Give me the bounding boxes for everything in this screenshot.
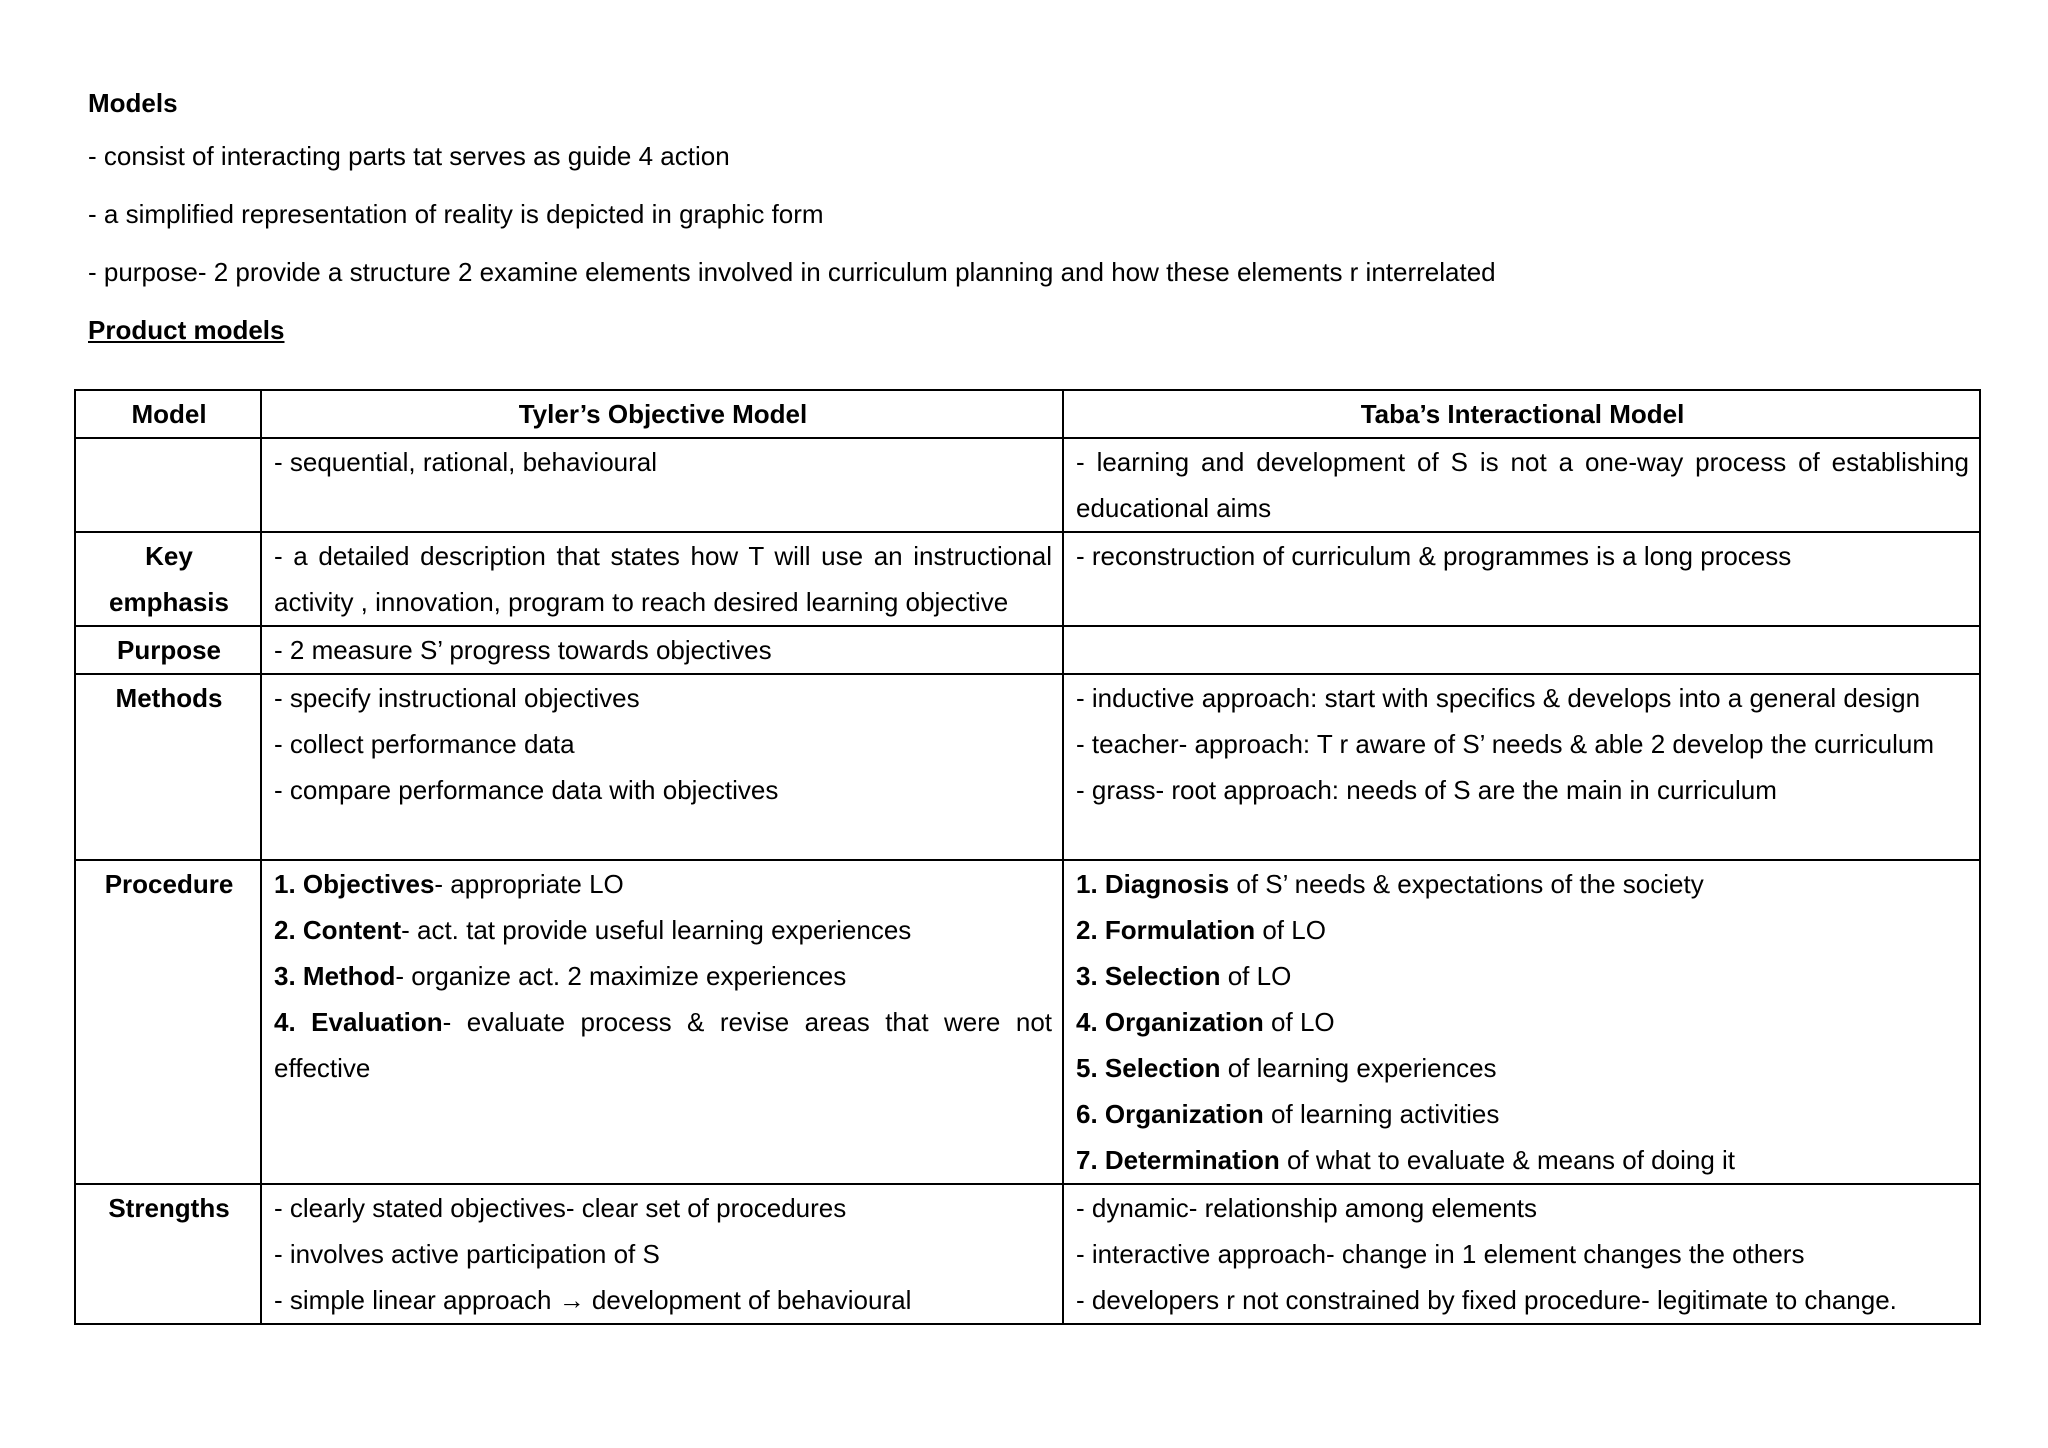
models-heading: Models — [88, 88, 178, 118]
tyler-general-cell — [261, 438, 1063, 532]
intro-bullet: - purpose- 2 provide a structure 2 examine elements involved in curriculum planning and how these elements r interrelated — [88, 257, 1496, 287]
taba-key-emphasis-cell — [1063, 532, 1980, 626]
tyler-procedure-step — [274, 953, 1052, 999]
taba-procedure-step — [1076, 953, 1969, 999]
tyler-procedure-step — [274, 861, 1052, 907]
product-models-title: Product models — [88, 315, 285, 345]
tyler-procedure-step — [274, 999, 1052, 1091]
step-title: 2. Formulation — [1076, 915, 1256, 945]
table-header-row — [75, 390, 1980, 438]
intro-bullet: - a simplified representation of reality is depicted in graphic form — [88, 199, 824, 229]
taba-general-cell — [1063, 438, 1980, 532]
step-title: 4. Evaluation — [274, 1007, 443, 1037]
taba-method-item: - teacher- approach: T r aware of S’ needs & able 2 develop the curriculum — [1076, 729, 1934, 759]
taba-strength-item: - dynamic- relationship among elements — [1076, 1193, 1537, 1223]
taba-key-emphasis-text: - reconstruction of curriculum & programmes is a long process — [1076, 541, 1792, 571]
taba-procedure-step — [1076, 999, 1969, 1045]
step-title: 4. Organization — [1076, 1007, 1264, 1037]
step-title: 7. Determination — [1076, 1145, 1280, 1175]
step-desc: of LO — [1255, 915, 1326, 945]
step-title: 2. Content — [274, 915, 402, 945]
taba-general-text: - learning and development of S is not a one-way process of establishing educational aims — [1076, 447, 1969, 523]
taba-method-item: - inductive approach: start with specifics & develops into a general design — [1076, 683, 1921, 713]
tyler-strengths-cell — [261, 1184, 1063, 1324]
step-title: 6. Organization — [1076, 1099, 1264, 1129]
table-row-purpose — [75, 626, 1980, 674]
tyler-procedure-cell — [261, 860, 1063, 1184]
step-title: 1. Objectives — [274, 869, 435, 899]
header-tyler: Tyler’s Objective Model — [261, 390, 1063, 438]
step-title: 3. Selection — [1076, 961, 1221, 991]
row-label-purpose: Purpose — [75, 626, 261, 674]
table-row-methods — [75, 674, 1980, 860]
row-label-general — [75, 438, 261, 532]
tyler-strength-item: - clearly stated objectives- clear set of procedures — [274, 1193, 847, 1223]
step-title: 3. Method — [274, 961, 396, 991]
step-desc: - organize act. 2 maximize experiences — [395, 961, 847, 991]
taba-procedure-step — [1076, 1045, 1969, 1091]
step-title: 1. Diagnosis — [1076, 869, 1230, 899]
step-desc: of learning experiences — [1220, 1053, 1497, 1083]
header-taba: Taba’s Interactional Model — [1063, 390, 1980, 438]
step-desc: of what to evaluate & means of doing it — [1279, 1145, 1735, 1175]
tyler-purpose-cell — [261, 626, 1063, 674]
taba-purpose-cell — [1063, 626, 1980, 674]
step-desc: - evaluate process & revise areas that were not effective — [274, 1007, 1052, 1083]
table-row-key-emphasis — [75, 532, 1980, 626]
tyler-key-emphasis-text: - a detailed description that states how T will use an instructional activity , innovation, program to reach desired learning objective — [274, 541, 1052, 617]
taba-procedure-step — [1076, 861, 1969, 907]
tyler-strength-item: - involves active participation of S — [274, 1239, 660, 1269]
models-comparison-table — [74, 389, 1981, 1325]
tyler-key-emphasis-cell — [261, 532, 1063, 626]
taba-strength-item: - developers r not constrained by fixed procedure- legitimate to change. — [1076, 1285, 1897, 1315]
step-desc: - appropriate LO — [434, 869, 624, 899]
step-desc: of LO — [1220, 961, 1292, 991]
table-row-strengths — [75, 1184, 1980, 1324]
taba-methods-cell — [1063, 674, 1980, 860]
row-label-procedure: Procedure — [75, 860, 261, 1184]
tyler-procedure-step — [274, 907, 1052, 953]
step-desc: of LO — [1263, 1007, 1335, 1037]
taba-procedure-step — [1076, 1137, 1969, 1183]
tyler-purpose-text: - 2 measure S’ progress towards objectives — [274, 635, 772, 665]
row-label-strengths: Strengths — [75, 1184, 261, 1324]
tyler-method-item: - collect performance data — [274, 729, 575, 759]
row-label-key-emphasis: Key emphasis — [75, 532, 261, 626]
tyler-methods-cell — [261, 674, 1063, 860]
taba-method-item: - grass- root approach: needs of S are the main in curriculum — [1076, 775, 1777, 805]
intro-bullet: - consist of interacting parts tat serves as guide 4 action — [88, 141, 730, 171]
document-page — [88, 80, 1978, 348]
taba-procedure-step — [1076, 1091, 1969, 1137]
step-desc: of learning activities — [1263, 1099, 1500, 1129]
tyler-method-item: - compare performance data with objectives — [274, 775, 779, 805]
step-desc: - act. tat provide useful learning experiences — [401, 915, 912, 945]
step-title: 5. Selection — [1076, 1053, 1221, 1083]
tyler-strength-item: - simple linear approach → development of behavioural — [274, 1285, 912, 1315]
table-row-general — [75, 438, 1980, 532]
taba-procedure-step — [1076, 907, 1969, 953]
header-model: Model — [75, 390, 261, 438]
taba-strength-item: - interactive approach- change in 1 element changes the others — [1076, 1239, 1805, 1269]
table-row-procedure — [75, 860, 1980, 1184]
taba-procedure-cell — [1063, 860, 1980, 1184]
taba-strengths-cell — [1063, 1184, 1980, 1324]
row-label-methods: Methods — [75, 674, 261, 860]
tyler-general-text: - sequential, rational, behavioural — [274, 447, 658, 477]
step-desc: of S’ needs & expectations of the society — [1229, 869, 1704, 899]
tyler-method-item: - specify instructional objectives — [274, 683, 640, 713]
